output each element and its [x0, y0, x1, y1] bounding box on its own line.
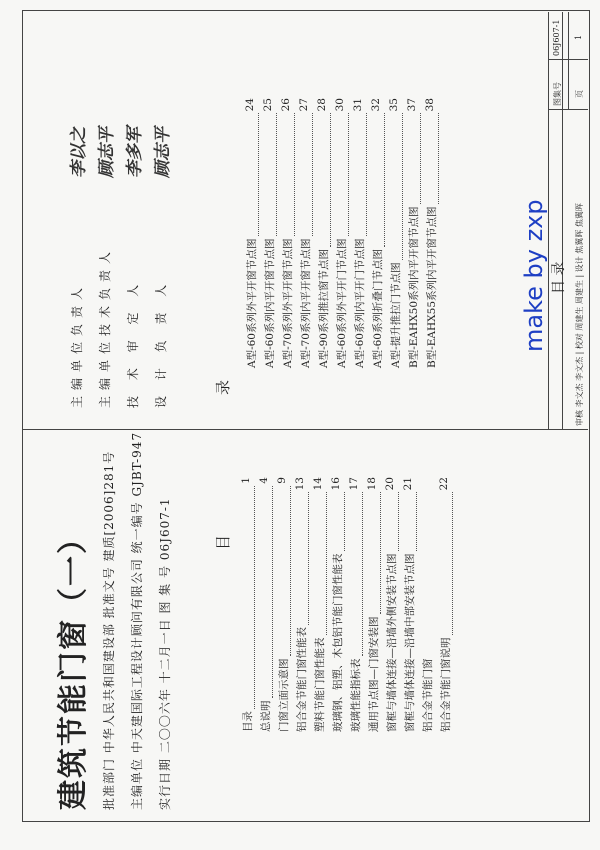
- toc-entry-label: 铝合金节能门窗性能表: [296, 627, 308, 732]
- toc-entry-label: A型-60系列折叠门节点图: [372, 249, 384, 368]
- toc-entry-label: 塑料节能门窗性能表: [314, 637, 326, 732]
- meta-line-approval: 批准部门 中华人民共和国建设部 批准文号 建质[2006]281号: [102, 450, 116, 810]
- responsibility-role: 设 计 负 责 人: [153, 278, 168, 408]
- toc-entry-label: A型-70系列外平开窗节点图: [282, 238, 294, 368]
- toc-entry-label: A型-70系列内平开窗节点图: [300, 238, 312, 368]
- toc-entry: [280, 98, 298, 368]
- toc-entry: [366, 477, 384, 732]
- toc-entry-label: A型-60系列内平开门节点图: [354, 238, 366, 368]
- toc-leader-dots: [348, 492, 363, 656]
- toc-entry-page: 27: [298, 98, 310, 112]
- responsibility-block: [62, 127, 174, 408]
- toc-entry-page: 31: [352, 98, 364, 112]
- toc-leader-dots: [334, 113, 349, 236]
- meta-line-date: 实行日期 二〇〇六年 十二月一日 图 集 号 06J607-1: [158, 497, 172, 810]
- toc-entry: [276, 477, 294, 732]
- toc-leader-dots: [312, 492, 327, 635]
- toc-entry-page: 1: [240, 477, 252, 484]
- toc-entry-label: A型-60系列内平开窗节点图: [264, 238, 276, 368]
- toc-leader-dots: [316, 113, 331, 247]
- toc-entry-page: 38: [424, 98, 436, 112]
- toc-leader-dots: [438, 492, 453, 635]
- toc-entry: [316, 98, 334, 368]
- toc-entry: [334, 98, 352, 368]
- toc-leader-dots: [388, 113, 403, 260]
- toc-entry-page: 30: [334, 98, 346, 112]
- toc-entry: [330, 477, 348, 732]
- toc-entry-page: 17: [348, 477, 360, 491]
- toc-entry-page: 18: [366, 477, 378, 491]
- title-block-mini-line: [568, 12, 569, 110]
- toc-leader-dots: [244, 113, 259, 236]
- toc-leader-dots: [406, 113, 421, 204]
- toc-entry: [420, 477, 438, 732]
- toc-entry-label: A型-60系列外平开窗节点图: [246, 238, 258, 368]
- toc-entry-label: 总说明: [260, 700, 272, 732]
- toc-entry-label: 铝合金节能门窗说明: [440, 637, 452, 732]
- toc-entry-label: B型-EAHX55系列内平开窗节点图: [426, 206, 438, 368]
- toc-entry-page: 16: [330, 477, 342, 491]
- toc-entry-label: 门窗立面示意图: [278, 658, 290, 732]
- title-block-row-line: [562, 12, 563, 430]
- toc-entry: [258, 477, 276, 732]
- toc-entry: [438, 477, 456, 732]
- toc-leader-dots: [280, 113, 295, 236]
- toc-entry-page: 25: [262, 98, 274, 112]
- toc-entry: [312, 477, 330, 732]
- toc-entry-label: A型-60系列外平开门节点图: [336, 238, 348, 368]
- page-value: 1: [574, 34, 583, 40]
- toc-entry: [298, 98, 316, 368]
- toc-entry: [244, 98, 262, 368]
- atlas-number-value: 06J607-1: [552, 19, 561, 56]
- toc-leader-dots: [352, 113, 367, 236]
- toc-leader-dots: [258, 486, 273, 699]
- toc-entry: [402, 477, 420, 732]
- toc-entry: [424, 98, 442, 368]
- toc-entry: [262, 98, 280, 368]
- toc-entry-label: 窗框与墙体连接—沿墙中部安装节点图: [404, 553, 416, 732]
- toc-entry-page: 32: [370, 98, 382, 112]
- responsibility-row: [62, 127, 90, 408]
- toc-entry-label: 窗框与墙体连接—沿墙外侧安装节点图: [386, 553, 398, 732]
- sheet-title: 目 录: [551, 261, 567, 294]
- toc-entry-page: 21: [402, 477, 414, 491]
- review-row: 审核 李文杰 李文杰 | 校对 周建生 周建生 | 设计 焦翼晖 焦翼晖: [575, 203, 584, 426]
- toc-entry-page: 14: [312, 477, 324, 491]
- responsibility-role: 技 术 审 定 人: [125, 278, 140, 408]
- toc-leader-dots: [370, 113, 385, 247]
- toc-leader-dots: [276, 486, 291, 657]
- toc-entry-page: 22: [438, 477, 450, 491]
- handwritten-signature: 顾志平: [96, 127, 117, 178]
- atlas-number-label: 图集号: [553, 82, 562, 106]
- toc-entry-label: A型-提升推拉门节点图: [390, 262, 402, 368]
- toc-entry: [348, 477, 366, 732]
- toc-entry: [384, 477, 402, 732]
- handwritten-signature: 顾志平: [152, 127, 173, 178]
- responsibility-role: 主编单位负责人: [69, 281, 84, 408]
- toc-leader-dots: [330, 492, 345, 551]
- toc-leader-dots: [402, 492, 417, 551]
- toc-leader-dots: [424, 113, 439, 204]
- toc-entry-label: 玻璃性能指标表: [350, 658, 362, 732]
- toc-entry-label: 铝合金节能门窗: [422, 658, 434, 732]
- handwritten-signature: 李多军: [124, 127, 145, 178]
- toc-entry-page: 37: [406, 98, 418, 112]
- toc-entry-page: 9: [276, 477, 288, 484]
- toc-entry: [294, 477, 312, 732]
- toc-entry: [352, 98, 370, 368]
- toc-entry-page: 20: [384, 477, 396, 491]
- toc-leader-dots: [366, 492, 381, 614]
- page-label: 页: [575, 90, 584, 98]
- title-block-top-line: [548, 12, 549, 430]
- toc-entry: [370, 98, 388, 368]
- toc-entry: [240, 477, 258, 732]
- toc-entry: [406, 98, 424, 368]
- toc-leader-dots: [298, 113, 313, 236]
- toc-list-left: [240, 477, 456, 732]
- toc-heading-left: 目: [214, 534, 232, 550]
- toc-leader-dots: [384, 492, 399, 551]
- toc-entry-page: 28: [316, 98, 328, 112]
- toc-heading-right: 录: [214, 379, 232, 395]
- toc-leader-dots: [262, 113, 277, 236]
- toc-entry-label: A型-90系列推拉窗节点图: [318, 249, 330, 368]
- toc-entry-page: 26: [280, 98, 292, 112]
- toc-entry-page: 35: [388, 98, 400, 112]
- toc-leader-dots: [294, 492, 309, 625]
- atlas-title: 建筑节能门窗（一）: [56, 522, 91, 810]
- toc-entry-label: B型-EAHX50系列内平开窗节点图: [408, 206, 420, 368]
- responsibility-row: [90, 127, 118, 408]
- responsibility-row: [146, 127, 174, 408]
- toc-entry-label: 通用节点图—门窗安装图: [368, 616, 380, 732]
- responsibility-role: 主编单位技术负责人: [97, 245, 112, 408]
- toc-entry-page: 24: [244, 98, 256, 112]
- toc-entry-page: 4: [258, 477, 270, 484]
- responsibility-row: [118, 127, 146, 408]
- meta-line-editor: 主编单位 中天建国际工程设计顾问有限公司 统一编号 GJBT-947: [130, 431, 144, 810]
- center-divider: [22, 429, 588, 430]
- watermark: make by zxp: [520, 199, 548, 352]
- toc-entry: [388, 98, 406, 368]
- toc-entry-page: 13: [294, 477, 306, 491]
- handwritten-signature: 李以之: [68, 127, 89, 178]
- toc-entry-label: 目录: [242, 711, 254, 732]
- toc-leader-dots: [240, 486, 255, 709]
- toc-list-right: [244, 98, 442, 368]
- toc-entry-label: 玻璃钢、铝塑、木包铝节能门窗性能表: [332, 553, 344, 732]
